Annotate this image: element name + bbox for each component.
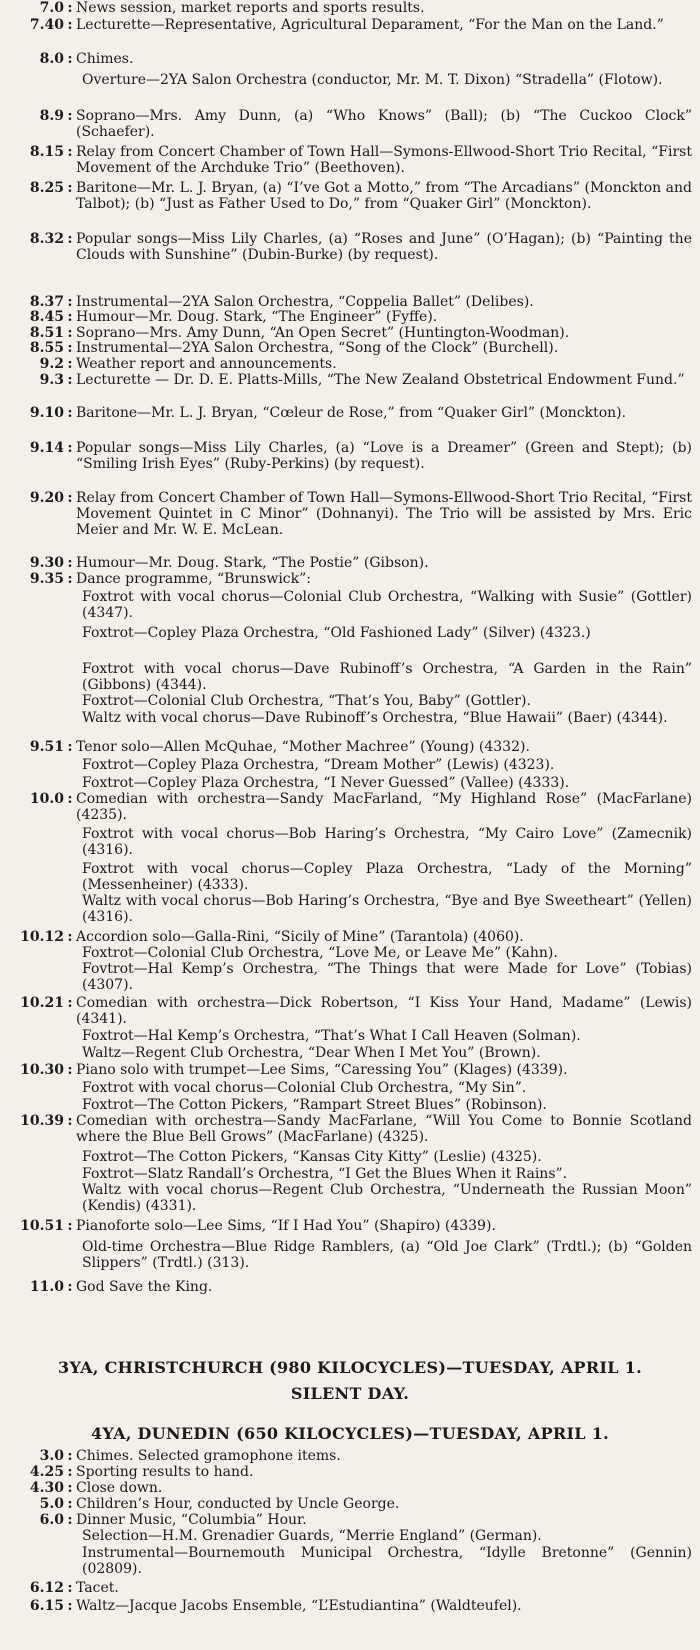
entry-time: 8.32 — [29, 231, 64, 247]
entry-text: Dinner Music, “Columbia” Hour. — [76, 1512, 307, 1528]
programme-entry — [6, 490, 692, 538]
entry-text: Weather report and announcements. — [76, 356, 337, 372]
time-separator: : — [67, 1598, 73, 1614]
programme-entry — [6, 231, 692, 263]
time-separator: : — [67, 309, 73, 325]
time-separator: : — [67, 180, 73, 196]
programme-entry — [6, 1598, 692, 1614]
time-separator: : — [67, 325, 73, 341]
entry-text: Foxtrot with vocal chorus—Colonial Club Orchestra, “Walking with Susie” (Gottler) (4347). — [82, 589, 692, 621]
time-separator: : — [67, 995, 73, 1011]
time-separator: : — [67, 1279, 73, 1295]
entry-time: 7.0 — [39, 0, 64, 16]
programme-entry — [6, 1512, 692, 1528]
entry-time: 8.37 — [29, 294, 64, 310]
programme-entry — [6, 1448, 692, 1464]
entry-text: Foxtrot—The Cotton Pickers, “Kansas City Kitty” (Leslie) (4325). — [82, 1149, 542, 1165]
programme-entry — [6, 589, 692, 621]
entry-text: Soprano—Mrs. Amy Dunn, “An Open Secret” (Huntington-Woodman). — [76, 325, 570, 341]
programme-entry — [6, 17, 692, 33]
entry-text: Fovtrot—Hal Kemp’s Orchestra, “The Things that were Made for Love” (Tobias) (4307). — [82, 961, 692, 993]
programme-entry — [6, 693, 692, 709]
entry-text: Overture—2YA Salon Orchestra (conductor, Mr. M. T. Dixon) “Stradella” (Flotow). — [82, 72, 663, 88]
3ya-heading: 3YA, CHRISTCHURCH (980 KILOCYCLES)—TUESDAY, APRIL 1. — [58, 1358, 642, 1377]
entry-time: 8.55 — [29, 340, 64, 356]
entry-time: 8.15 — [29, 144, 64, 160]
programme-entry — [6, 1279, 692, 1295]
entry-text: Foxtrot—The Cotton Pickers, “Rampart Street Blues” (Robinson). — [82, 1097, 547, 1113]
entry-text: Close down. — [76, 1480, 163, 1496]
entry-text: Foxtrot—Slatz Randall’s Orchestra, “I Get the Blues When it Rains”. — [82, 1166, 568, 1182]
time-separator: : — [67, 791, 73, 807]
entry-time: 9.2 — [39, 356, 64, 372]
programme-entry — [6, 861, 692, 893]
programme-entry — [6, 144, 692, 176]
entry-text: Humour—Mr. Doug. Stark, “The Engineer” (Fyffe). — [76, 309, 438, 325]
entry-text: Lecturette — Dr. D. E. Platts-Mills, “The New Zealand Obstetrical Endowment Fund.” — [76, 372, 685, 388]
entry-text: Foxtrot—Colonial Club Orchestra, “Love Me, or Leave Me” (Kahn). — [82, 945, 558, 961]
entry-time: 8.51 — [29, 325, 64, 341]
entry-text: Foxtrot with vocal chorus—Colonial Club Orchestra, “My Sin”. — [82, 1080, 527, 1096]
time-separator: : — [67, 0, 73, 16]
entry-time: 10.39 — [20, 1113, 64, 1129]
programme-entry — [6, 180, 692, 212]
entry-text: Popular songs—Miss Lily Charles, (a) “Love is a Dreamer” (Green and Stept); (b) “Smiling Irish Eyes” (Ruby-Perkins) (by request). — [76, 440, 692, 472]
entry-text: Selection—H.M. Grenadier Guards, “Merrie England” (German). — [82, 1528, 542, 1544]
entry-text: News session, market reports and sports results. — [76, 0, 425, 16]
time-separator: : — [67, 555, 73, 571]
programme-entry — [6, 325, 692, 341]
entry-time: 10.0 — [29, 791, 64, 807]
entry-text: Comedian with orchestra—Sandy MacFarland, “My Highland Rose” (MacFarlane) (4235). — [76, 791, 692, 823]
time-separator: : — [67, 1480, 73, 1496]
entry-text: Soprano—Mrs. Amy Dunn, (a) “Who Knows” (Ball); (b) “The Cuckoo Clock” (Schaefer). — [76, 108, 692, 140]
entry-time: 9.20 — [29, 490, 64, 506]
time-separator: : — [67, 405, 73, 421]
entry-text: Instrumental—2YA Salon Orchestra, “Song of the Clock” (Burchell). — [76, 340, 559, 356]
entry-text: Comedian with orchestra—Dick Robertson, “I Kiss Your Hand, Madame” (Lewis) (4341). — [76, 995, 692, 1027]
time-separator: : — [67, 356, 73, 372]
entry-text: Foxtrot—Colonial Club Orchestra, “That’s You, Baby” (Gottler). — [82, 693, 531, 709]
time-separator: : — [67, 1464, 73, 1480]
entry-text: Pianoforte solo—Lee Sims, “If I Had You” (Shapiro) (4339). — [76, 1218, 496, 1234]
entry-text: Instrumental—Bournemouth Municipal Orchestra, “Idylle Bretonne” (Gennin) (02809). — [82, 1545, 692, 1577]
programme-entry — [6, 405, 692, 421]
programme-entry — [6, 710, 692, 726]
entry-text: Chimes. Selected gramophone items. — [76, 1448, 341, 1464]
programme-entry — [6, 826, 692, 858]
entry-text: Waltz with vocal chorus—Regent Club Orchestra, “Underneath the Russian Moon” (Kendis) (4331). — [82, 1182, 692, 1214]
programme-entry — [6, 995, 692, 1027]
programme-entry — [6, 1062, 692, 1078]
entry-text: Comedian with orchestra—Sandy MacFarlane, “Will You Come to Bonnie Scotland where the Blue Bell Grows” (MacFarlane) (4325). — [76, 1113, 692, 1145]
3ya-subheading: SILENT DAY. — [290, 1384, 410, 1403]
time-separator: : — [67, 51, 73, 67]
programme-entry — [6, 72, 692, 88]
entry-text: Lecturette—Representative, Agricultural Deparament, “For the Man on the Land.” — [76, 17, 664, 33]
programme-entry — [6, 309, 692, 325]
entry-text: Relay from Concert Chamber of Town Hall—Symons-Ellwood-Short Trio Recital, “First Movement of the Archduke Trio” (Beethoven). — [76, 144, 692, 176]
programme-entry — [6, 108, 692, 140]
entry-time: 3.0 — [39, 1448, 64, 1464]
entry-time: 7.40 — [29, 17, 64, 33]
entry-text: Accordion solo—Galla-Rini, “Sicily of Mine” (Tarantola) (4060). — [76, 929, 524, 945]
entry-text: Sporting results to hand. — [76, 1464, 254, 1480]
programme-entry — [6, 1464, 692, 1480]
programme-entry — [6, 1166, 692, 1182]
4ya-heading: 4YA, DUNEDIN (650 KILOCYCLES)—TUESDAY, APRIL 1. — [90, 1424, 610, 1443]
time-separator: : — [67, 440, 73, 456]
entry-text: Foxtrot with vocal chorus—Dave Rubinoff’s Orchestra, “A Garden in the Rain” (Gibbons) (4344). — [82, 661, 692, 693]
entry-time: 6.12 — [29, 1580, 64, 1596]
programme-entry — [6, 757, 692, 773]
entry-time: 4.25 — [29, 1464, 64, 1480]
entry-time: 8.45 — [29, 309, 64, 325]
entry-text: Old-time Orchestra—Blue Ridge Ramblers, (a) “Old Joe Clark” (Trdtl.); (b) “Golden Slippers” (Trdtl.) (313). — [82, 1239, 692, 1271]
programme-entry — [6, 1480, 692, 1496]
programme-entry — [6, 0, 692, 16]
entry-time: 10.12 — [20, 929, 64, 945]
time-separator: : — [67, 1580, 73, 1596]
time-separator: : — [67, 144, 73, 160]
entry-time: 10.30 — [20, 1062, 64, 1078]
entry-time: 11.0 — [29, 1279, 64, 1295]
time-separator: : — [67, 1496, 73, 1512]
entry-text: Waltz—Regent Club Orchestra, “Dear When I Met You” (Brown). — [82, 1045, 541, 1061]
entry-text: Piano solo with trumpet—Lee Sims, “Caressing You” (Klages) (4339). — [76, 1062, 568, 1078]
time-separator: : — [67, 929, 73, 945]
entry-time: 9.14 — [29, 440, 64, 456]
entry-text: Foxtrot—Hal Kemp’s Orchestra, “That’s What I Call Heaven (Solman). — [82, 1028, 581, 1044]
entry-text: Dance programme, “Brunswick”: — [76, 571, 311, 587]
programme-entry — [6, 893, 692, 925]
programme-entry — [6, 555, 692, 571]
programme-entry — [6, 1580, 692, 1596]
entry-text: Popular songs—Miss Lily Charles, (a) “Roses and June” (O’Hagan); (b) “Painting the Clouds with Sunshine” (Dubin-Burke) (by request). — [76, 231, 692, 263]
time-separator: : — [67, 490, 73, 506]
programme-entry — [6, 1097, 692, 1113]
entry-text: Baritone—Mr. L. J. Bryan, (a) “I’ve Got a Motto,” from “The Arcadians” (Monckton and Talbot); (b) “Just as Father Used to Do,” from “Quaker Girl” (Monckton). — [76, 180, 692, 212]
entry-text: Foxtrot with vocal chorus—Bob Haring’s Orchestra, “My Cairo Love” (Zamecnik) (4316). — [82, 826, 692, 858]
time-separator: : — [67, 1448, 73, 1464]
entry-time: 10.21 — [20, 995, 64, 1011]
programme-entry — [6, 1028, 692, 1044]
programme-entry — [6, 775, 692, 791]
programme-entry — [6, 1528, 692, 1544]
programme-entry — [6, 571, 692, 587]
programme-entry — [6, 1080, 692, 1096]
entry-time: 6.15 — [29, 1598, 64, 1614]
programme-entry — [6, 961, 692, 993]
programme-entry — [6, 1113, 692, 1145]
programme-entry — [6, 1149, 692, 1165]
programme-entry — [6, 661, 692, 693]
entry-text: Chimes. — [76, 51, 134, 67]
programme-entry — [6, 739, 692, 755]
entry-time: 9.10 — [29, 405, 64, 421]
entry-text: Foxtrot with vocal chorus—Copley Plaza Orchestra, “Lady of the Morning” (Messenheiner) (4333). — [82, 861, 692, 893]
programme-entry — [6, 625, 692, 641]
entry-time: 9.51 — [29, 739, 64, 755]
time-separator: : — [67, 571, 73, 587]
entry-time: 4.30 — [29, 1480, 64, 1496]
time-separator: : — [67, 108, 73, 124]
time-separator: : — [67, 1062, 73, 1078]
programme-entry — [6, 1045, 692, 1061]
entry-text: Foxtrot—Copley Plaza Orchestra, “I Never Guessed” (Vallee) (4333). — [82, 775, 570, 791]
programme-entry — [6, 929, 692, 945]
entry-time: 9.30 — [29, 555, 64, 571]
entry-text: God Save the King. — [76, 1279, 213, 1295]
programme-entry — [6, 340, 692, 356]
entry-time: 8.9 — [39, 108, 64, 124]
entry-text: Foxtrot—Copley Plaza Orchestra, “Dream Mother” (Lewis) (4323). — [82, 757, 555, 773]
programme-entry — [6, 945, 692, 961]
time-separator: : — [67, 231, 73, 247]
programme-entry — [6, 51, 692, 67]
entry-time: 9.35 — [29, 571, 64, 587]
programme-entry — [6, 1545, 692, 1577]
entry-time: 6.0 — [39, 1512, 64, 1528]
programme-entry — [6, 791, 692, 823]
entry-time: 8.25 — [29, 180, 64, 196]
programme-entry — [6, 1182, 692, 1214]
programme-entry — [6, 1218, 692, 1234]
entry-text: Foxtrot—Copley Plaza Orchestra, “Old Fashioned Lady” (Silver) (4323.) — [82, 625, 591, 641]
entry-text: Tenor solo—Allen McQuhae, “Mother Machree” (Young) (4332). — [76, 739, 530, 755]
programme-entry — [6, 440, 692, 472]
entry-text: Instrumental—2YA Salon Orchestra, “Coppelia Ballet” (Delibes). — [76, 294, 534, 310]
time-separator: : — [67, 1218, 73, 1234]
time-separator: : — [67, 17, 73, 33]
time-separator: : — [67, 372, 73, 388]
entry-text: Waltz with vocal chorus—Bob Haring’s Orchestra, “Bye and Bye Sweetheart” (Yellen) (4316). — [82, 893, 692, 925]
entry-text: Waltz with vocal chorus—Dave Rubinoff’s Orchestra, “Blue Hawaii” (Baer) (4344). — [82, 710, 668, 726]
entry-time: 9.3 — [39, 372, 64, 388]
programme-entry — [6, 356, 692, 372]
entry-time: 10.51 — [20, 1218, 64, 1234]
time-separator: : — [67, 1113, 73, 1129]
entry-time: 8.0 — [39, 51, 64, 67]
time-separator: : — [67, 340, 73, 356]
programme-entry — [6, 294, 692, 310]
entry-text: Relay from Concert Chamber of Town Hall—Symons-Ellwood-Short Trio Recital, “First Movement Quintet in C Minor” (Dohnanyi). The Trio will be assisted by Mrs. Eric Meier and Mr. W. E. McLean. — [76, 490, 692, 538]
entry-text: Baritone—Mr. L. J. Bryan, “Cœleur de Rose,” from “Quaker Girl” (Monckton). — [76, 405, 627, 421]
time-separator: : — [67, 1512, 73, 1528]
time-separator: : — [67, 294, 73, 310]
programme-entry — [6, 1496, 692, 1512]
entry-text: Children’s Hour, conducted by Uncle George. — [76, 1496, 400, 1512]
programme-entry — [6, 372, 692, 388]
programme-entry — [6, 1239, 692, 1271]
entry-text: Tacet. — [76, 1580, 119, 1596]
entry-text: Waltz—Jacque Jacobs Ensemble, “L’Estudiantina” (Waldteufel). — [76, 1598, 522, 1614]
entry-text: Humour—Mr. Doug. Stark, “The Postie” (Gibson). — [76, 555, 429, 571]
entry-time: 5.0 — [39, 1496, 64, 1512]
time-separator: : — [67, 739, 73, 755]
